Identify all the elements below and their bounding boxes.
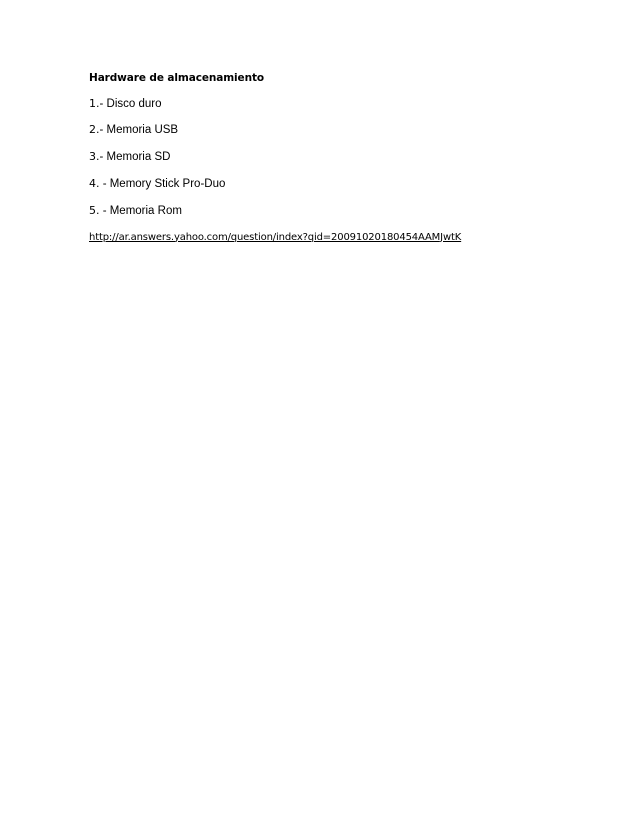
- document-heading: Hardware de almacenamiento: [89, 72, 264, 84]
- source-link[interactable]: http://ar.answers.yahoo.com/question/index?qid=20091020180454AAMJwtK: [89, 231, 462, 243]
- list-item: [89, 150, 609, 165]
- list-item: [89, 123, 609, 138]
- list-item: [89, 177, 609, 192]
- list-item: [89, 204, 609, 219]
- list-item-number: 1.: [89, 96, 100, 110]
- list-item-number: 2.: [89, 123, 100, 137]
- source-link-row: [89, 231, 609, 245]
- list-item-number: 3.: [89, 150, 100, 164]
- list-item-text: - Memory Stick Pro-Duo: [99, 177, 226, 190]
- document-body: [89, 72, 609, 256]
- list-item-text: - Memoria SD: [99, 151, 171, 164]
- list-item-text: - Memoria USB: [99, 124, 179, 137]
- list-item-text: - Disco duro: [99, 97, 162, 110]
- list-item: [89, 97, 609, 112]
- list-item-text: - Memoria Rom: [99, 204, 182, 217]
- list-item-number: 4.: [89, 176, 100, 190]
- list-item-number: 5.: [89, 203, 100, 217]
